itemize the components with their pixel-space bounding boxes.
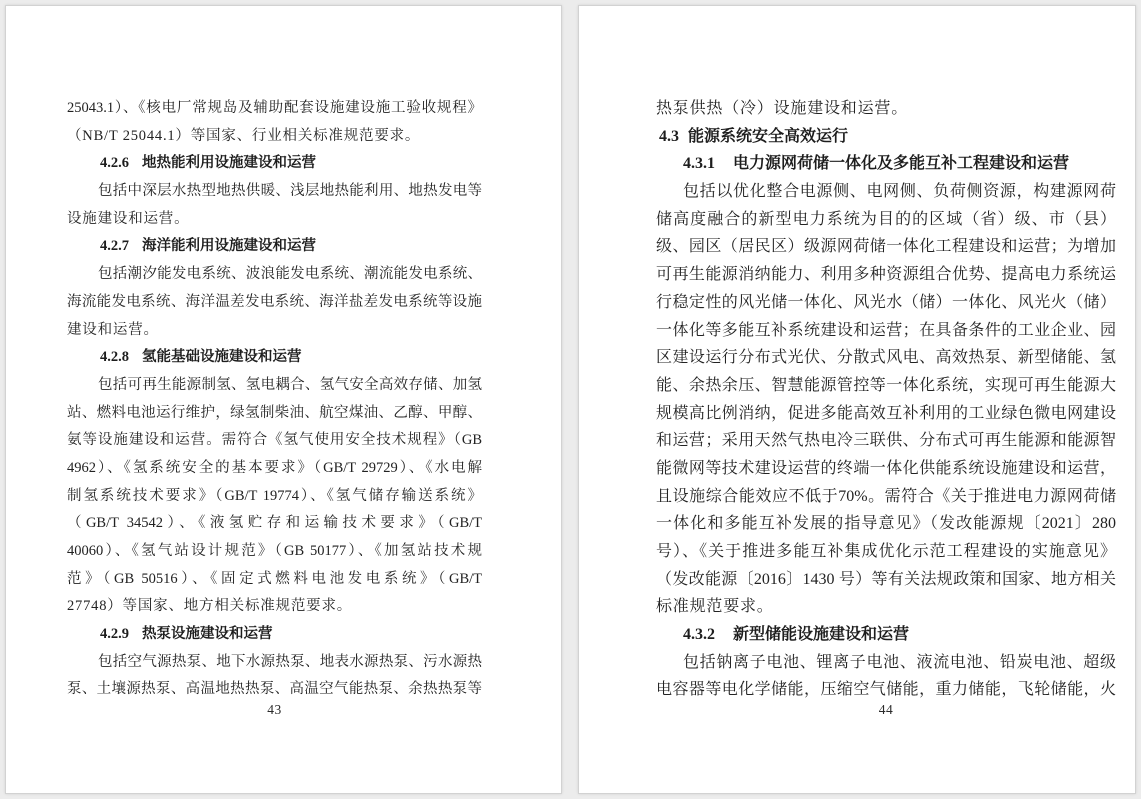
text-line: （发改能源〔2016〕1430 号）等有关法规政策和国家、地方相关 <box>656 570 1116 588</box>
heading-number: 4.2.9 <box>100 626 129 643</box>
text-line: 号）、《关于推进多能互补集成优化示范工程建设的实施意见》 <box>656 543 1116 560</box>
text-line: 能、余热余压、智慧能源管控等一体化系统，实现可再生能源大 <box>656 376 1116 394</box>
text-line: 氨等设施建设和运营。需符合《氢气使用安全技术规程》（GB <box>67 432 482 449</box>
heading-number: 4.2.7 <box>100 238 129 255</box>
page-left-text-block <box>67 95 482 704</box>
text-line: 储高度融合的新型电力系统为目的的区域（省）级、市（县） <box>656 210 1116 228</box>
heading-line <box>67 233 482 261</box>
text-line: 站、燃料电池运行维护，绿氢制柴油、航空煤油、乙醇、甲醇、 <box>67 404 482 421</box>
text-line: 和运营；采用天然气热电冷三联供、分布式可再生能源和能源智 <box>656 432 1116 450</box>
heading-title: 地热能利用设施建设和运营 <box>142 155 316 172</box>
section-heading-line <box>656 123 1116 151</box>
text-line: 行稳定性的风光储一体化、风光水（储）一体化、风光火（储） <box>656 293 1116 311</box>
heading-title: 能源系统安全高效运行 <box>688 127 849 145</box>
page-right-text-block <box>656 95 1116 704</box>
text-line: 25043.1）、《核电厂常规岛及辅助配套设施建设施工验收规程》 <box>67 100 482 116</box>
heading-number: 4.3.2 <box>683 626 715 644</box>
heading-line <box>67 344 482 372</box>
text-line: 且设施综合能效应不低于70%。需符合《关于推进电力源网荷储 <box>656 487 1116 505</box>
text-line: 一体化和多能互补发展的指导意见》（发改能源规〔2021〕280 <box>656 515 1116 533</box>
text-line: 泵、土壤源热泵、高温地热热泵、高温空气能热泵、余热热泵等 <box>67 681 482 698</box>
page-number: 43 <box>267 702 282 717</box>
heading-number: 4.2.6 <box>100 155 129 172</box>
heading-line <box>67 150 482 178</box>
text-line: 区建设运行分布式光伏、分散式风电、高效热泵、新型储能、氢 <box>656 349 1116 367</box>
heading-line <box>67 621 482 649</box>
text-line: （NB/T 25044.1）等国家、行业相关标准规范要求。 <box>67 127 421 144</box>
page-number: 44 <box>878 702 894 717</box>
text-line: 范》（GB 50516）、《固定式燃料电池发电系统》（GB/T <box>67 570 482 587</box>
text-line: 设施建设和运营。 <box>67 210 190 227</box>
text-line: 热泵供热（冷）设施建设和运营。 <box>656 100 909 117</box>
text-line: 制氢系统技术要求》（GB/T 19774）、《氢气储存输送系统》 <box>67 487 482 504</box>
document-page-right <box>578 5 1136 794</box>
text-line: 建设和运营。 <box>67 321 159 338</box>
text-line: 可再生能源消纳能力、利用多种资源组合优势、提高电力系统运 <box>656 266 1116 284</box>
heading-title: 新型储能设施建设和运营 <box>733 626 910 644</box>
text-line: 27748）等国家、地方相关标准规范要求。 <box>67 598 353 615</box>
text-line: 能微网等技术建设运营的终端一体化供能系统设施建设和运营， <box>656 459 1116 477</box>
document-page-left <box>5 5 562 794</box>
heading-number: 4.3 <box>659 127 679 145</box>
heading-title: 海洋能利用设施建设和运营 <box>142 238 316 255</box>
text-line: 电容器等电化学储能，压缩空气储能，重力储能，飞轮储能，火 <box>656 681 1116 699</box>
text-line: 包括空气源热泵、地下水源热泵、地表水源热泵、污水源热 <box>98 653 482 670</box>
text-line: 包括以优化整合电源侧、电网侧、负荷侧资源，构建源网荷 <box>683 183 1116 201</box>
heading-number: 4.3.1 <box>683 155 715 173</box>
text-line: 包括钠离子电池、锂离子电池、液流电池、铅炭电池、超级 <box>683 653 1116 671</box>
text-line: 级、园区（居民区）级源网荷储一体化工程建设和运营；为增加 <box>656 238 1116 256</box>
heading-line <box>656 150 1116 178</box>
heading-title: 电力源网荷储一体化及多能互补工程建设和运营 <box>733 155 1070 173</box>
text-line: 4962）、《氢系统安全的基本要求》（GB/T 29729）、《水电解 <box>67 459 482 476</box>
text-line: （GB/T 34542）、《液氢贮存和运输技术要求》（GB/T <box>67 515 482 532</box>
text-line: 标准规范要求。 <box>656 598 774 616</box>
text-line: 40060）、《氢气站设计规范》（GB 50177）、《加氢站技术规 <box>67 543 482 559</box>
heading-line <box>656 621 1116 649</box>
text-line: 海流能发电系统、海洋温差发电系统、海洋盐差发电系统等设施 <box>67 293 482 310</box>
text-line: 包括潮汐能发电系统、波浪能发电系统、潮流能发电系统、 <box>98 266 482 283</box>
heading-number: 4.2.8 <box>100 349 129 366</box>
text-line: 一体化等多能互补系统建设和运营；在具备条件的工业企业、园 <box>656 321 1116 339</box>
text-line: 包括中深层水热型地热供暖、浅层地热能利用、地热发电等 <box>98 183 482 200</box>
heading-title: 氢能基础设施建设和运营 <box>142 349 302 366</box>
heading-title: 热泵设施建设和运营 <box>142 626 273 643</box>
text-line: 包括可再生能源制氢、氢电耦合、氢气安全高效存储、加氢 <box>98 376 482 393</box>
text-line: 规模高比例消纳，促进多能高效互补利用的工业绿色微电网建设 <box>656 404 1116 422</box>
